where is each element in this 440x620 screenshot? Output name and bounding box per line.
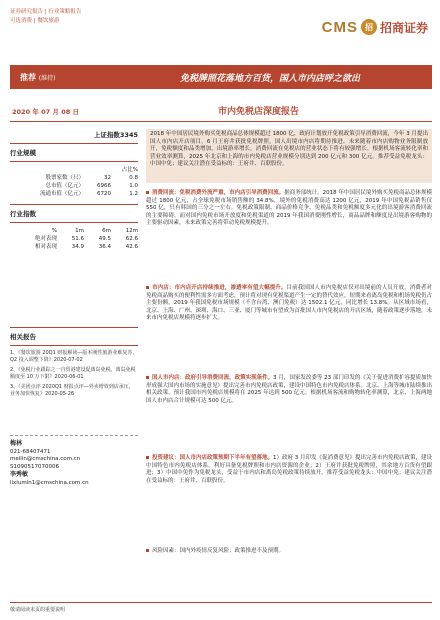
bullet-icon (146, 191, 149, 194)
performance-label: 行业指数 (10, 210, 36, 218)
analyst-email[interactable]: lixiumin1@cmschina.com.cn (10, 479, 89, 486)
category-line-1: 证券研究报告 | 行业策略报告 (10, 9, 82, 15)
risk-note (146, 548, 432, 556)
footer-note: 敬请阅读末页的重要说明 (10, 607, 66, 613)
logo-badge-icon: 招 (361, 19, 377, 35)
section-body: 1）政府 3 月印发《促消费意见》提出完善市内免税店政策，建设中国特色市内免税店体系，利好具备免税牌照和市内店资源的企业；2）王府井获批免税牌照，其余地方百货有望跟进；3）中国中免作为免税龙头，受益于市内店和离岛免税政策持续放开。推荐受益免税龙头：中国中免；建议关注潜在受益标的：王府井、百联股份。 (146, 455, 433, 484)
report-date: 2020 年 07 月 08 日 (12, 108, 79, 116)
index-value: 3345 (119, 131, 138, 139)
analyst-name: 李秀敏 (10, 471, 29, 478)
sidebar (10, 131, 138, 487)
related-label: 相关报告 (10, 333, 36, 341)
rating-label: 推荐 (20, 72, 36, 82)
bullet-icon (146, 376, 149, 379)
performance-header-row: % 1m 6m 12m (51, 228, 138, 234)
risk-text: 风险因素：国内外疫情反复风险；政策推进不及预期。 (152, 548, 285, 554)
related-report[interactable]: 3、《美团点评 2020Q1 财报点评—外卖增效到店承压，业务加快恢复》2020-05-26 (10, 384, 134, 397)
logo-chinese: 招商证券 (379, 20, 428, 35)
index-label: 上证指数 (93, 131, 120, 139)
industry-row: 总市值（亿元） 6966 1.0 (45, 183, 138, 189)
report-category (10, 8, 170, 26)
section-investment (146, 455, 432, 485)
summary-text: 2018 年中国居民境外购买免税商品总体规模超过 1800 亿，政府计划放开免税政策引导消费回流，今年 3 月提出国人市内店开店项目，6 月王府井获批免税牌照，国人出境市内店将期待推进。未来随着市内店购物业务限制放开，免税额度和品类增加，出境游率增长，消费回流在免税店的营业状态下将有较强增长。根据机场客流转化率和营业效率测算，2025 年北京和上海的市内免税店营业规模分别达到 200 亿元和 300 亿元。推荐受益免税龙头：中国中免；建议关注潜在受益标的：王府井、百联股份。 (150, 131, 428, 168)
bullet-icon (146, 549, 149, 552)
related-report[interactable]: 1、《餐饮旅游 20Q1 财报解读—版本刚性旅游业难复苏，Q2 投入调整下降》2020-07-02 (10, 350, 138, 363)
industry-row: 流通市值（亿元） 6720 1.2 (39, 191, 138, 197)
report-title: 免税牌照花落地方百货，国人市内店呼之欲出 (180, 73, 361, 84)
section-heading: 国人市内店：政府引导消费回流，政策实现条件。 (152, 375, 274, 381)
section-heading: 市内店：市内店开店持续推进，渗透率有望大幅提升。 (152, 285, 287, 291)
section-downtown-store (146, 285, 432, 323)
bullet-icon (146, 456, 149, 459)
section-title: 市内免税店深度报告 (218, 107, 300, 117)
bullet-icon (146, 286, 149, 289)
related-report[interactable]: 2、《免税行业跟踪之一自贸港建设促离岛免税，离岛免税额度至 10 万下限》2020-06-01 (10, 367, 136, 380)
share-header: 占比% (121, 167, 138, 173)
share-header-row (10, 166, 138, 174)
rating-sub: (维持) (38, 74, 56, 82)
sidebar-dashed-divider (10, 435, 138, 436)
sidebar-divider (10, 222, 138, 223)
section-consumption (146, 190, 432, 228)
section-body: 3 月，国家发改委等 23 部门印发的《关于促进消费扩容提质加快形成强大国内市场的实施意见》提出完善市内免税店政策，建设中国特色市内免税店体系。北京、上海等城市陆续推出相关政策，预计我国市内免税店规模将在 2025 年达到 500 亿元。根据机场客流和购物转化率测算，北京、上海两地国人市内店合计规模可达 500 亿元。 (146, 375, 433, 404)
footer-divider (10, 602, 432, 603)
section-body: 据商务部统计，2018 年中国居民境外购买免税商品总体规模超过 1800 亿元，占全球免税市场销售额的 34.8%，境外的免税消费高达 1200 亿元，2019 年中国免税品销售仅 550 亿，只有韩国的三分之一左右。免税政策限制、商品价格竞争、免税品类和免税额度多元化的出境游客消费回流的主要障碍，而对国内免税市场开放度和免税渠道的 2019 年我国消费刚性增长，商品品牌和额度是出境游客购物的主要驱动因素，未来政策完善将带动免税规模提升。 (146, 190, 432, 227)
industry-row: 股票家数（只） 32 0.8 (45, 175, 138, 181)
rating (20, 72, 180, 83)
sidebar-divider (10, 161, 138, 162)
sidebar-divider (10, 345, 138, 346)
category-line-2: 可选消费 | 餐饮旅游 (10, 18, 60, 24)
analyst-email[interactable]: meilin@cmschina.com.cn (10, 456, 81, 462)
industry-label: 行业规模 (10, 149, 36, 157)
logo-latin: CMS (321, 18, 358, 36)
performance-chart-area (10, 251, 138, 323)
performance-row: 相对表现 34.9 36.4 42.6 (34, 244, 138, 250)
performance-row: 绝对表现 51.6 49.5 62.6 (34, 236, 138, 242)
section-heading: 投资建议：国人市内店政策预期下半年有望落地。 (152, 455, 274, 461)
company-logo (322, 18, 428, 36)
analyst: 梅林 021-68407471 meilin@cmschina.com.cn S1090517070006 李秀敏 lixiumin1@cmschina.com.cn (10, 440, 89, 486)
title-banner (10, 65, 432, 89)
sidebar-divider (10, 143, 138, 144)
index-row (10, 131, 138, 139)
section-body: 目前我国国人市内免税店仅对出境前的人员开放，消费者对免税商品购买的便利性需多方面考虑，预计将对现有免税渠道产生一定的替代效应，短期来看离岛免税和机场免税仍占主要份额。2019 年我国免税市场规模（不含台湾、澳门免税）达 1502.1 亿元，同比增长 13.8%。从区域市场看，北京、上海、广州、深圳、海口、三亚、厦门等城市有望成为首批国人市内免税店的开店区域，随着政策逐步落地，未来市内免税店规模将逐步扩大。 (146, 285, 433, 322)
section-heading: 消费回流：免税消费外流严重，市内店引导消费回流。 (152, 190, 285, 196)
section-policy (146, 375, 432, 405)
sidebar-divider (10, 327, 138, 328)
sidebar-divider (10, 204, 138, 205)
divider (10, 121, 432, 122)
analyst-name: 梅林 (10, 440, 23, 447)
